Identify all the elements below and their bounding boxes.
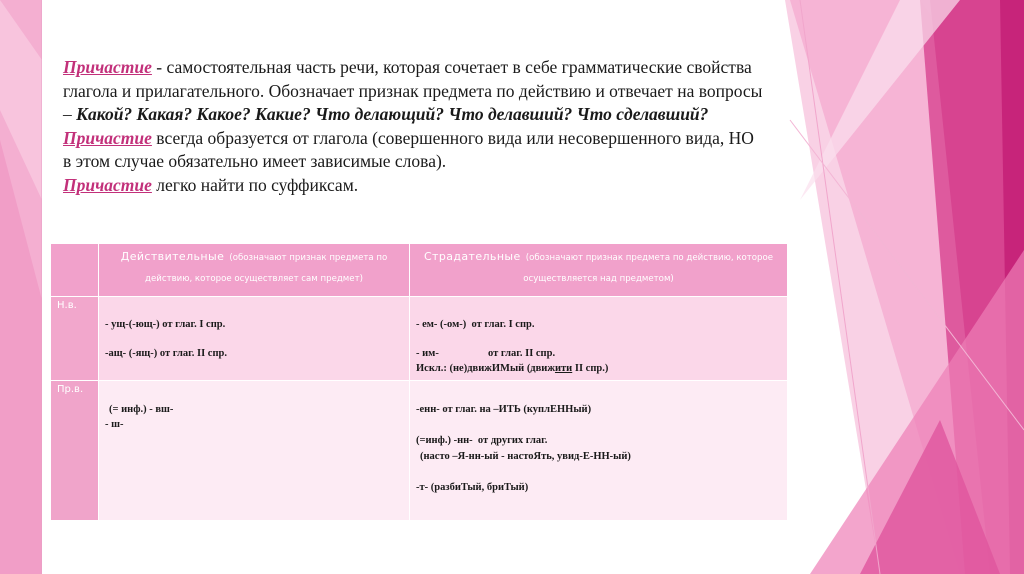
past-active-line-1: (= инф.) - вш- bbox=[109, 404, 174, 415]
intro-paragraph-1 bbox=[63, 56, 763, 127]
cell-present-active bbox=[99, 297, 410, 381]
term-participle: Причастие bbox=[63, 127, 152, 148]
intro-paragraph-2 bbox=[63, 127, 763, 174]
row-label-present: Н.в. bbox=[51, 297, 99, 381]
table-row-past bbox=[51, 381, 788, 521]
intro-text bbox=[63, 56, 763, 197]
header-passive bbox=[410, 244, 788, 297]
table-header-row bbox=[51, 244, 788, 297]
cell-past-passive bbox=[410, 381, 788, 521]
present-passive-line-2b: от глаг. II спр. bbox=[488, 348, 556, 359]
header-corner-cell bbox=[51, 244, 99, 297]
intro-paragraph-3 bbox=[63, 174, 763, 198]
past-passive-line-1: -енн- от глаг. на –ИТЬ (куплЕННый) bbox=[416, 404, 592, 415]
present-active-line-1: - ущ-(-ющ-) от глаг. I спр. bbox=[105, 319, 226, 330]
header-active-title: Действительные bbox=[120, 250, 225, 263]
table-row-present bbox=[51, 297, 788, 381]
header-passive-title: Страдательные bbox=[423, 250, 521, 263]
row-label-past: Пр.в. bbox=[51, 381, 99, 521]
term-participle: Причастие bbox=[63, 174, 152, 195]
term-participle: Причастие bbox=[63, 57, 152, 77]
header-active bbox=[99, 244, 410, 297]
cell-past-active bbox=[99, 381, 410, 521]
cell-present-passive bbox=[410, 297, 788, 381]
present-passive-exception: Искл.: (не)движИМый (движити II спр.) bbox=[416, 363, 609, 374]
formation-text: всегда образуется от глагола (совершенного вида или несовершенного вида, НО в этом случае обязательно имеет зависимые слова). bbox=[63, 127, 754, 171]
present-active-line-2: -ащ- (-ящ-) от глаг. II спр. bbox=[105, 348, 227, 359]
present-passive-line-1: - ем- (-ом-) от глаг. I спр. bbox=[416, 319, 535, 330]
past-passive-line-4: -т- (разбиТый, бриТый) bbox=[416, 482, 529, 493]
participle-suffix-table bbox=[50, 243, 788, 521]
past-passive-line-3: (насто –Я-нн-ый - настоЯть, увид-Е-НН-ый) bbox=[420, 451, 631, 462]
header-active-note: (обозначают признак предмета по действию, которое осуществляет сам предмет) bbox=[145, 253, 388, 284]
questions-text: Какой? Какая? Какое? Какие? Что делающий? Что делавший? Что сделавший? bbox=[76, 104, 709, 124]
suffix-text: легко найти по суффиксам. bbox=[151, 174, 359, 195]
present-passive-line-2a: - им- bbox=[416, 348, 439, 359]
past-passive-line-2: (=инф.) -нн- от других глаг. bbox=[416, 435, 548, 446]
past-active-line-2: - ш- bbox=[105, 419, 124, 430]
definition-text: - самостоятельная часть речи, которая сочетает в себе грамматические свойства глагола и прилагательного. Обозначает признак предмета по действию и отвечает на вопросы – bbox=[63, 57, 763, 124]
header-passive-note: (обозначают признак предмета по действию, которое осуществляется над предметом) bbox=[523, 253, 774, 284]
